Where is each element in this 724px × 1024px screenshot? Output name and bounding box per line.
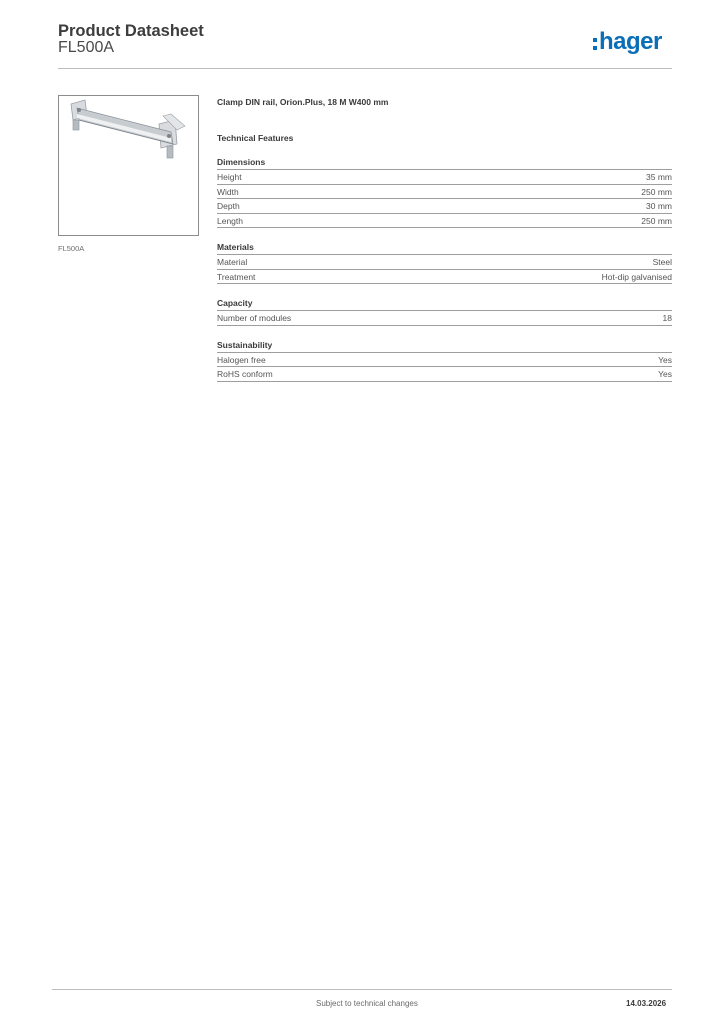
- section-title: Capacity: [217, 298, 672, 311]
- spec-label: Material: [217, 257, 248, 267]
- spec-label: Treatment: [217, 271, 256, 282]
- logo-text: hager: [599, 28, 662, 55]
- section-title: Sustainability: [217, 340, 672, 353]
- spec-value: Yes: [658, 354, 672, 365]
- brand-logo: [593, 28, 662, 56]
- spec-value: Steel: [652, 257, 672, 267]
- spec-value: Hot-dip galvanised: [601, 271, 672, 282]
- section-sustainability: [217, 340, 672, 382]
- spec-value: 250 mm: [641, 215, 672, 226]
- footer-date: 14.03.2026: [626, 999, 667, 1008]
- spec-value: 30 mm: [646, 201, 672, 211]
- spec-row: [217, 270, 672, 285]
- section-capacity: [217, 298, 672, 326]
- section-title: Dimensions: [217, 157, 672, 170]
- spec-value: 18: [662, 313, 672, 323]
- spec-row: [217, 214, 672, 229]
- spec-value: 35 mm: [646, 172, 672, 182]
- spec-label: Number of modules: [217, 313, 292, 323]
- spec-row: [217, 185, 672, 200]
- content-column: [217, 97, 672, 382]
- footer-note: Subject to technical changes: [316, 999, 418, 1008]
- spec-row: [217, 311, 672, 326]
- product-name: Clamp DIN rail, Orion.Plus, 18 M W400 mm: [217, 97, 389, 107]
- spec-label: Depth: [217, 201, 240, 211]
- spec-row: [217, 170, 672, 185]
- header-divider: [58, 68, 672, 69]
- spec-row: [217, 199, 672, 214]
- footer-divider: [52, 989, 672, 990]
- page-title: Product Datasheet: [58, 22, 204, 40]
- section-title: Materials: [217, 242, 672, 255]
- spec-value: Yes: [658, 369, 672, 379]
- spec-row: [217, 255, 672, 270]
- technical-features-heading: Technical Features: [217, 133, 294, 143]
- din-rail-illustration-icon: [59, 96, 198, 235]
- product-image: [58, 95, 199, 236]
- section-materials: [217, 242, 672, 284]
- section-dimensions: [217, 157, 672, 228]
- logo-dots-icon: [593, 38, 597, 50]
- spec-label: Length: [217, 215, 243, 226]
- spec-label: Halogen free: [217, 354, 266, 365]
- spec-row: [217, 353, 672, 368]
- image-caption: FL500A: [58, 244, 85, 253]
- spec-label: Width: [217, 186, 239, 197]
- spec-row: [217, 367, 672, 382]
- spec-label: Height: [217, 172, 242, 182]
- product-code: FL500A: [58, 39, 115, 56]
- spec-label: RoHS conform: [217, 369, 273, 379]
- spec-value: 250 mm: [641, 186, 672, 197]
